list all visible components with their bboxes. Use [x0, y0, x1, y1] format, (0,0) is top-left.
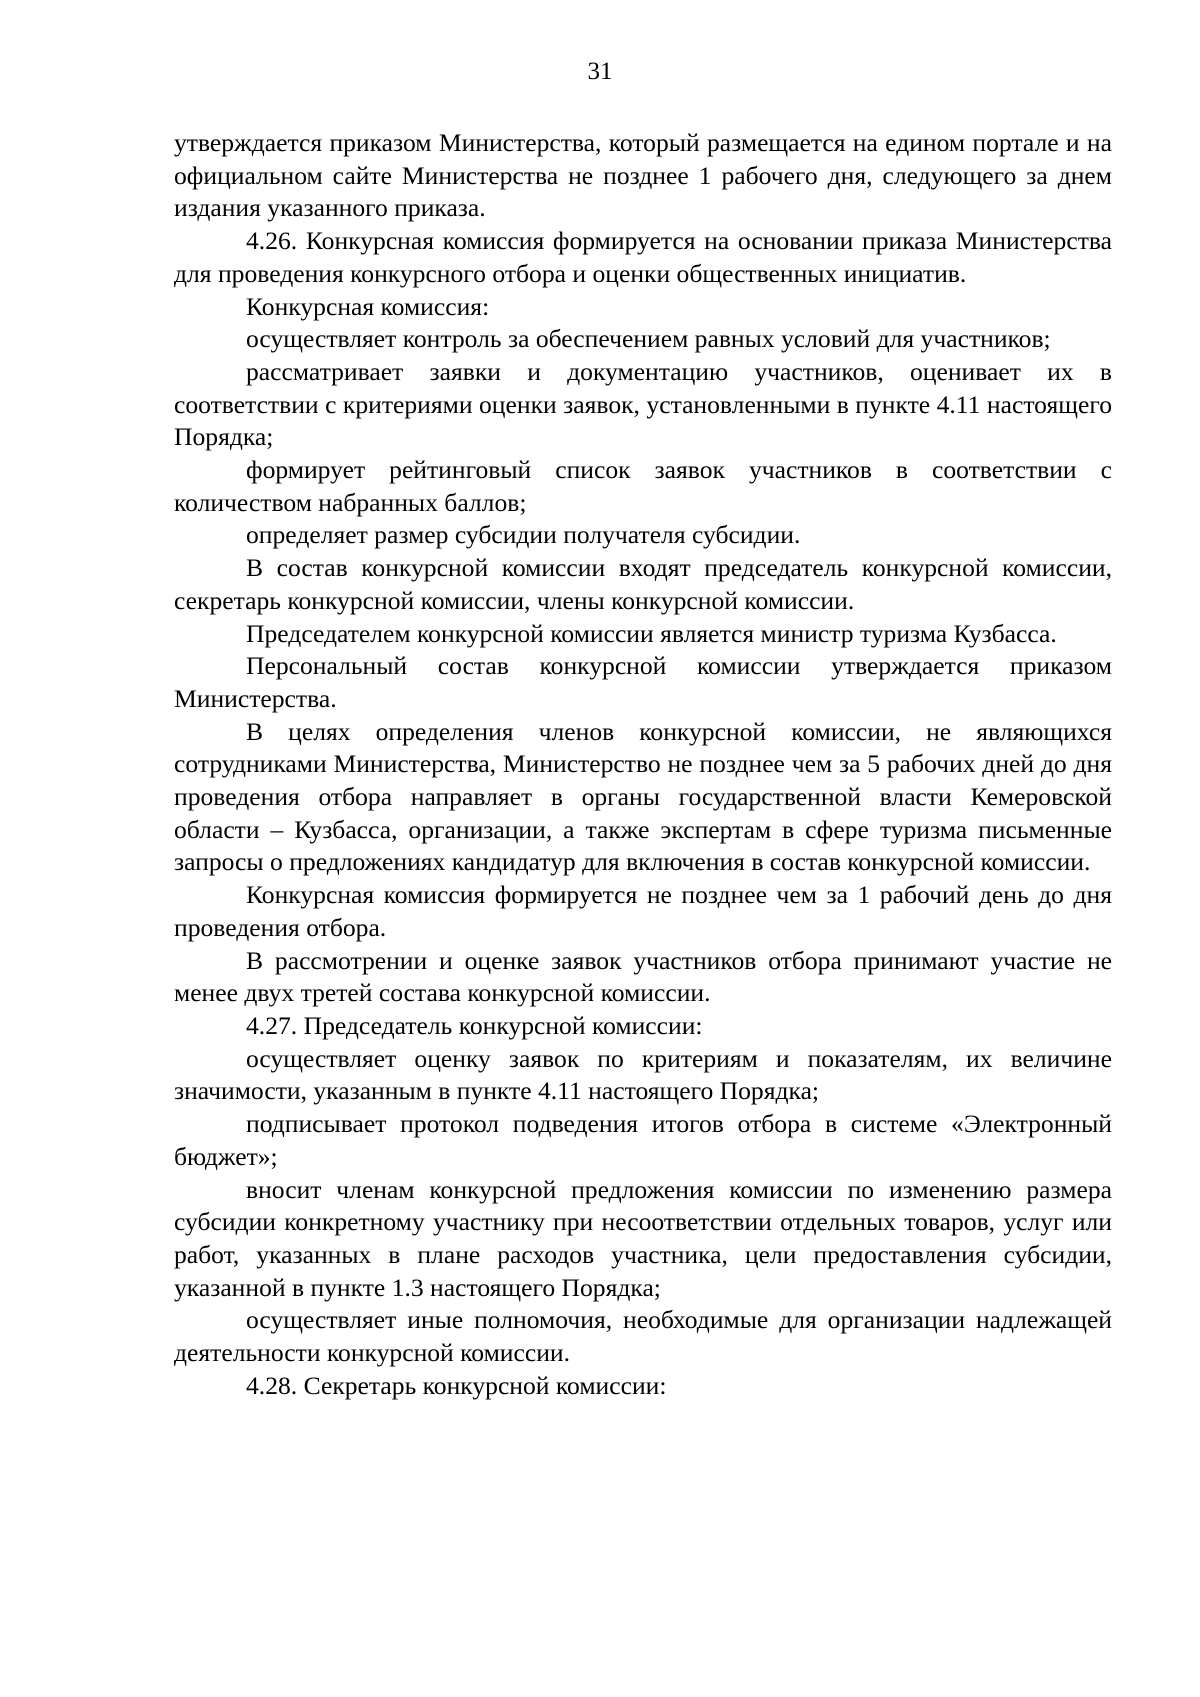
document-body	[174, 127, 1112, 1402]
paragraph: Конкурсная комиссия формируется не позднее чем за 1 рабочий день до дня проведения отбора.	[174, 880, 1112, 942]
paragraph: подписывает протокол подведения итогов отбора в системе «Электронный бюджет»;	[174, 1109, 1112, 1171]
paragraph: 4.28. Секретарь конкурсной комиссии:	[246, 1370, 667, 1400]
paragraph: рассматривает заявки и документацию участников, оценивает их в соответствии с критериями оценки заявок, установленными в пункте 4.11 настоящего Порядка;	[174, 356, 1112, 452]
paragraph: В целях определения членов конкурсной комиссии, не являющихся сотрудниками Министерства, Министерство не позднее чем за 5 рабочих дней до дня проведения отбора направляет в органы государственной власти Кемеровской области – Кузбасса, организации, а также экспертам в сфере туризма письменные запросы о предложениях кандидатур для включения в состав конкурсной комиссии.	[174, 716, 1112, 877]
paragraph: осуществляет контроль за обеспечением равных условий для участников;	[246, 324, 1051, 354]
paragraph: 4.26. Конкурсная комиссия формируется на основании приказа Министерства для проведения конкурсного отбора и оценки общественных инициатив.	[174, 226, 1112, 288]
paragraph: формирует рейтинговый список заявок участников в соответствии с количеством набранных баллов;	[174, 455, 1112, 517]
paragraph: определяет размер субсидии получателя субсидии.	[246, 520, 801, 550]
page-number: 31	[587, 58, 613, 85]
paragraph: осуществляет оценку заявок по критериям и показателям, их величине значимости, указанным в пункте 4.11 настоящего Порядка;	[174, 1043, 1112, 1106]
paragraph: вносит членам конкурсной предложения комиссии по изменению размера субсидии конкретному участнику при несоответствии отдельных товаров, услуг или работ, указанных в плане расходов участника, цели предоставления субсидии, указанной в пункте 1.3 настоящего Порядка;	[174, 1174, 1112, 1302]
paragraph: утверждается приказом Министерства, который размещается на едином портале и на официальном сайте Министерства не позднее 1 рабочего дня, следующего за днем издания указанного приказа.	[174, 128, 1112, 223]
paragraph: Персональный состав конкурсной комиссии утверждается приказом Министерства.	[174, 651, 1112, 713]
paragraph: В состав конкурсной комиссии входят председатель конкурсной комиссии, секретарь конкурсной комиссии, члены конкурсной комиссии.	[174, 553, 1112, 615]
paragraph: Конкурсная комиссия:	[246, 291, 490, 321]
paragraph: Председателем конкурсной комиссии является министр туризма Кузбасса.	[246, 618, 1057, 648]
paragraph: осуществляет иные полномочия, необходимые для организации надлежащей деятельности конкурсной комиссии.	[174, 1305, 1112, 1368]
paragraph: 4.27. Председатель конкурсной комиссии:	[246, 1010, 703, 1040]
paragraph: В рассмотрении и оценке заявок участников отбора принимают участие не менее двух третей состава конкурсной комиссии.	[174, 945, 1112, 1008]
